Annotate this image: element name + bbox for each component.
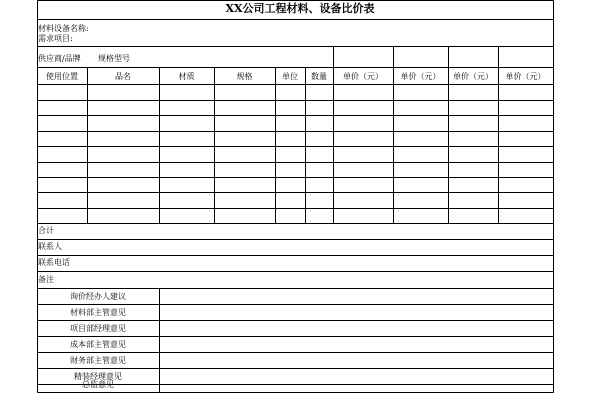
- phone-label: 联系电话: [38, 258, 70, 267]
- column-header: 数量: [311, 72, 327, 81]
- approval-label: 项目部经理意见: [70, 324, 126, 333]
- project-label: 需求项目:: [38, 34, 73, 43]
- approval-labels: [70, 291, 126, 389]
- column-header: 单价（元）: [505, 72, 546, 81]
- column-header: 单价（元）: [400, 72, 441, 81]
- approval-label: 询价经办人建议: [70, 292, 126, 301]
- column-header: 使用位置: [46, 72, 78, 81]
- column-header: 单价（元）: [453, 72, 493, 81]
- spec-model-label: 规格型号: [98, 54, 130, 63]
- column-header: 材质: [178, 72, 195, 81]
- column-header: 规格: [236, 72, 253, 81]
- approval-label: 精装经理意见: [74, 372, 122, 381]
- column-header: 品名: [115, 72, 131, 81]
- note-label: 备注: [38, 275, 54, 284]
- column-header: 单价（元）: [343, 72, 383, 81]
- contact-label: 联系人: [38, 242, 62, 251]
- material-name-label: 材料设备名称:: [38, 24, 89, 33]
- sheet-title: XX公司工程材料、设备比价表: [225, 2, 375, 15]
- total-label: 合计: [38, 226, 54, 235]
- column-headers: [46, 71, 546, 81]
- approval-label: 材料部主管意见: [70, 308, 126, 317]
- approval-label: 成本部主管意见: [70, 340, 126, 349]
- approval-label: 财务部主管意见: [70, 356, 126, 365]
- approval-label: 总监意见: [82, 380, 114, 389]
- supplier-brand-label: 供应商/品牌: [38, 54, 81, 63]
- column-header: 单位: [282, 72, 298, 81]
